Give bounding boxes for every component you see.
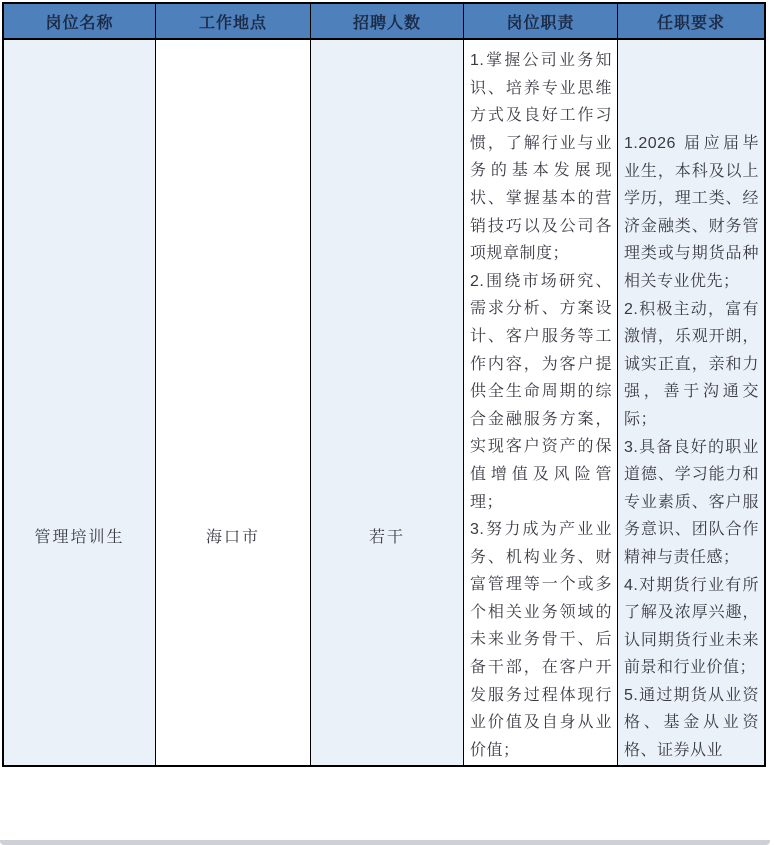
header-location: 工作地点 [156, 4, 311, 40]
requirement-item: 5.通过期货从业资格、基金从业资格、证券从业 [624, 686, 759, 760]
cell-position-name [4, 40, 156, 765]
job-table [2, 2, 766, 767]
location-text: 海口市 [205, 529, 260, 546]
headcount-text: 若干 [368, 529, 405, 546]
page-bottom-edge [0, 840, 770, 845]
cell-requirements [618, 40, 764, 765]
requirement-item: 3.具备良好的职业道德、学习能力和专业素质、客户服务意识、团队合作精神与责任感； [624, 438, 759, 566]
responsibility-item: 2.围绕市场研究、需求分析、方案设计、客户服务等工作内容，为客户提供全生命周期的综合金融服务方案，实现客户资产的保值增值及风险管理； [470, 272, 612, 511]
header-responsibilities: 岗位职责 [464, 4, 618, 40]
requirement-item: 1.2026 届应届毕业生，本科及以上学历，理工类、经济金融类、财务管理类或与期货品种相关专业优先； [624, 135, 759, 290]
responsibility-item: 3.努力成为产业业务、机构业务、财富管理等一个或多个相关业务领域的未来业务骨干、后备干部，在客户开发服务过程体现行业价值及自身从业价值； [470, 521, 612, 759]
cell-location [156, 40, 311, 765]
requirement-item: 2.积极主动，富有激情，乐观开朗，诚实正直，亲和力强，善于沟通交际； [624, 300, 759, 428]
requirement-item: 4.对期货行业有所了解及浓厚兴趣，认同期货行业未来前景和行业价值； [624, 576, 759, 677]
header-position-name: 岗位名称 [4, 4, 156, 40]
cell-responsibilities [464, 40, 618, 765]
position-name-text: 管理培训生 [34, 529, 125, 546]
responsibility-item: 1.掌握公司业务知识、培养专业思维方式及良好工作习惯，了解行业与业务的基本发展现状、掌握基本的营销技巧以及公司各项规章制度； [470, 52, 612, 263]
header-requirements: 任职要求 [618, 4, 764, 40]
cell-headcount [311, 40, 464, 765]
header-headcount: 招聘人数 [311, 4, 464, 40]
